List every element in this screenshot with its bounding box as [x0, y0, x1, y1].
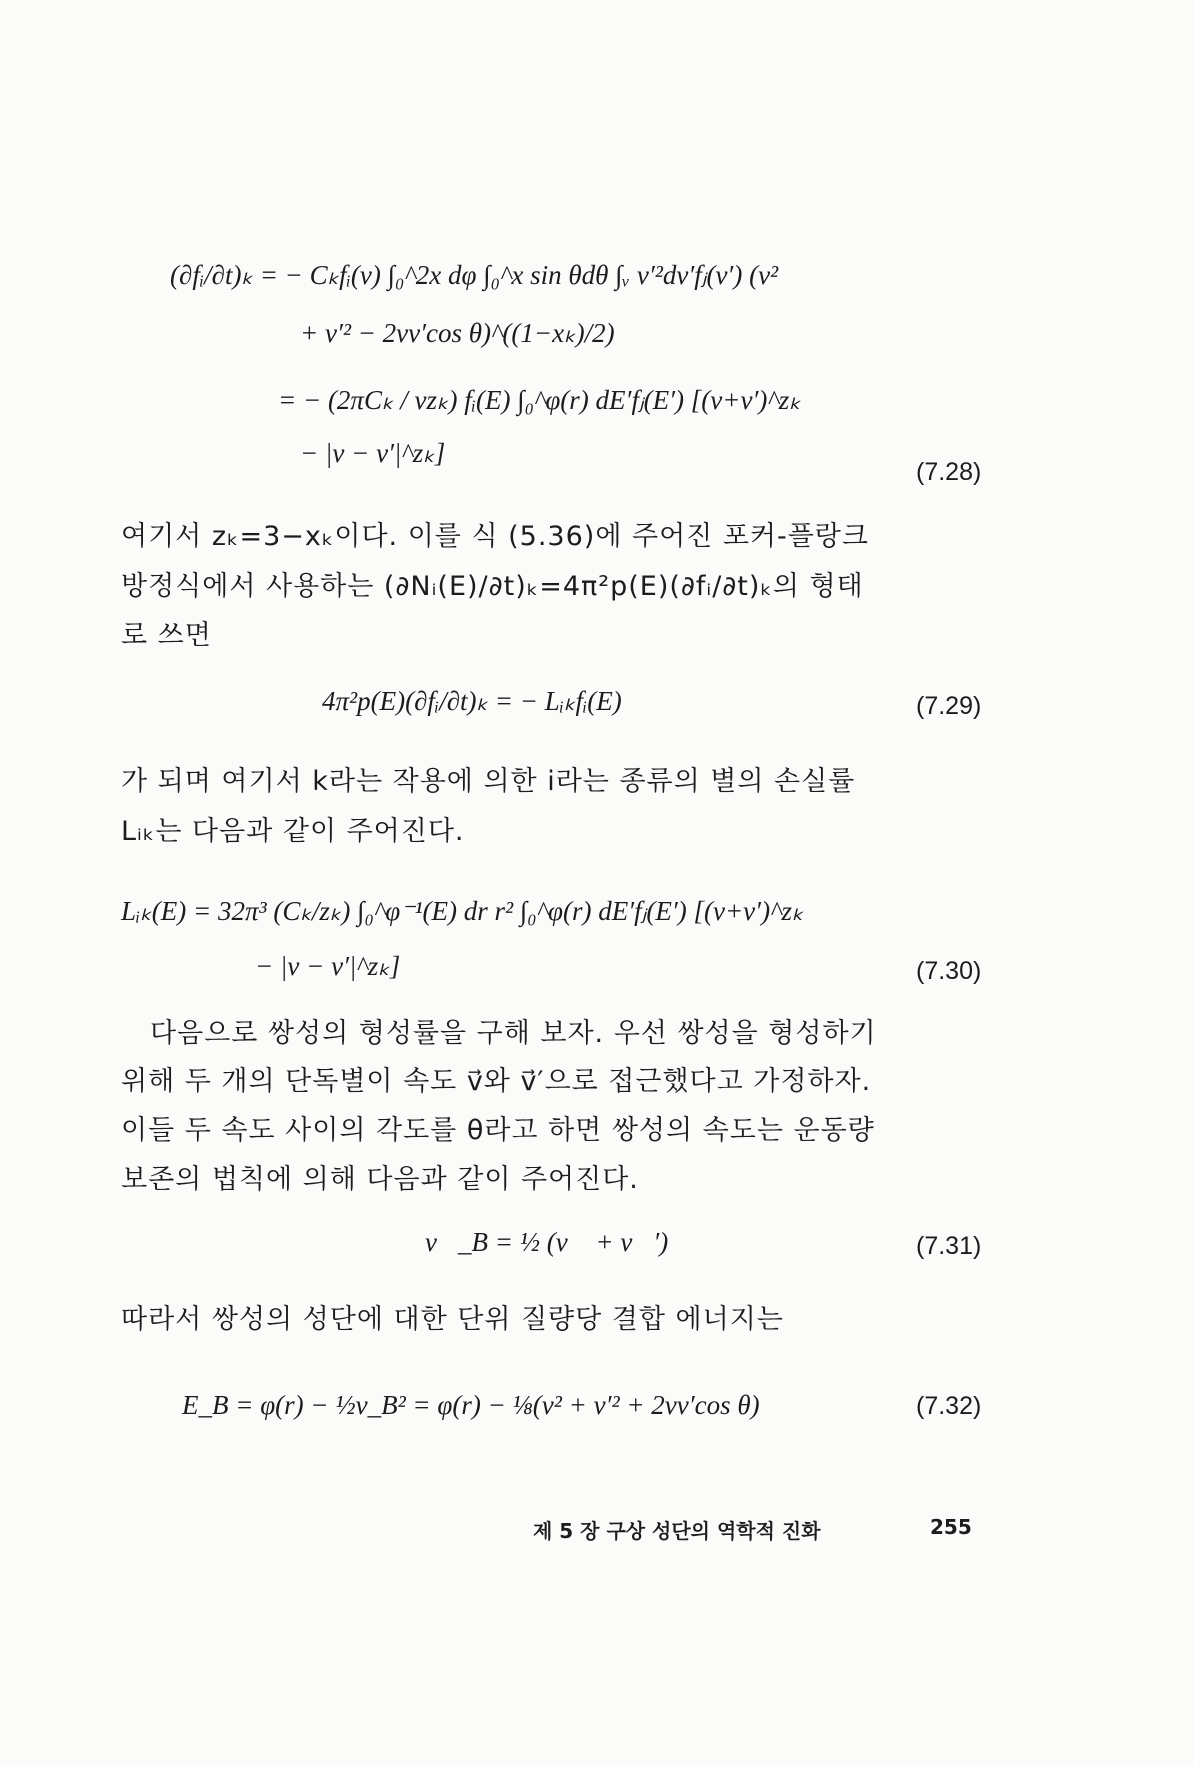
running-head: 제 5 장 구상 성단의 역학적 진화: [533, 1519, 821, 1543]
paragraph-3-line-2: 위해 두 개의 단독별이 속도 v⃗와 v⃗′으로 접근했다고 가정하자.: [121, 1066, 872, 1097]
paragraph-3-line-1: 다음으로 쌍성의 형성률을 구해 보자. 우선 쌍성을 형성하기: [150, 1018, 877, 1049]
equation-number-7-32: (7.32): [916, 1392, 982, 1420]
equation-7-29: 4π²p(E)(∂fᵢ/∂t)ₖ = − Lᵢₖfᵢ(E): [322, 686, 622, 716]
paragraph-3-line-4: 보존의 법칙에 의해 다음과 같이 주어진다.: [121, 1164, 639, 1195]
equation-7-31: v⃗_B = ½ (v⃗ + v⃗′): [425, 1227, 669, 1257]
paragraph-3-line-3: 이들 두 속도 사이의 각도를 θ라고 하면 쌍성의 속도는 운동량: [121, 1115, 875, 1146]
equation-number-7-31: (7.31): [916, 1232, 982, 1260]
equation-7-28-line-1: (∂fᵢ/∂t)ₖ = − Cₖfᵢ(v) ∫₀^2x dφ ∫₀^x sin θdθ ∫ᵥ v′²dv′fⱼ(v′) (v²: [170, 260, 779, 290]
equation-7-28-line-2: + v′² − 2vv′cos θ)^((1−xₖ)/2): [300, 318, 615, 348]
equation-7-28-line-3: = − (2πCₖ / vzₖ) fᵢ(E) ∫₀^φ(r) dE′fⱼ(E′) [(v+v′)^zₖ: [278, 385, 801, 415]
equation-number-7-28: (7.28): [916, 458, 982, 486]
equation-7-30-line-2: − |v − v′|^zₖ]: [255, 951, 401, 981]
equation-7-30-line-1: Lᵢₖ(E) = 32π³ (Cₖ/zₖ) ∫₀^φ⁻¹(E) dr r² ∫₀^φ(r) dE′fⱼ(E′) [(v+v′)^zₖ: [121, 896, 804, 926]
page-number: 255: [930, 1515, 972, 1539]
paragraph-4-line-1: 따라서 쌍성의 성단에 대한 단위 질량당 결합 에너지는: [121, 1304, 784, 1335]
equation-7-32: E_B = φ(r) − ½v_B² = φ(r) − ⅛(v² + v′² + 2vv′cos θ): [182, 1390, 760, 1420]
paragraph-1-line-1: 여기서 zₖ=3−xₖ이다. 이를 식 (5.36)에 주어진 포커-플랑크: [121, 521, 869, 552]
paragraph-2-line-1: 가 되며 여기서 k라는 작용에 의한 i라는 종류의 별의 손실률: [121, 766, 856, 797]
equation-7-28-line-4: − |v − v′|^zₖ]: [300, 438, 446, 468]
equation-number-7-29: (7.29): [916, 692, 982, 720]
paragraph-1-line-3: 로 쓰면: [121, 620, 212, 651]
paragraph-1-line-2: 방정식에서 사용하는 (∂Nᵢ(E)/∂t)ₖ=4π²p(E)(∂fᵢ/∂t)ₖ의 형태: [121, 571, 864, 602]
paragraph-2-line-2: Lᵢₖ는 다음과 같이 주어진다.: [121, 816, 465, 847]
equation-number-7-30: (7.30): [916, 957, 982, 985]
